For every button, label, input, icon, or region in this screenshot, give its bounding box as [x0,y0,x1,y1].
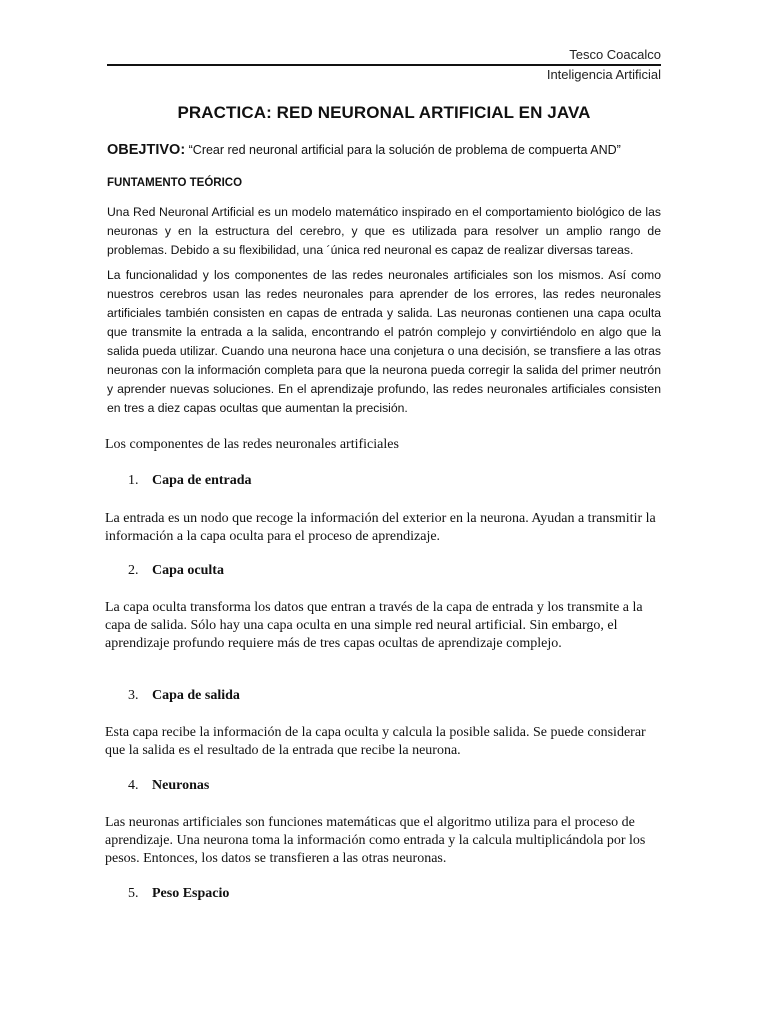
component-text-hidden-layer: La capa oculta transforma los datos que entran a través de la capa de entrada y los transmite a la capa de salida. Sólo hay una capa oculta en una simple red neural artificial. Sin embargo, el aprendizaje profundo requiere más de tres capas ocultas de aprendizaje complejo. [105,600,643,651]
header-subject-name: Inteligencia Artificial [546,67,661,82]
list-number: 5. [128,886,139,901]
list-number: 1. [128,473,139,488]
objective-label: OBEJTIVO: [107,142,186,158]
component-title: Neuronas [152,778,210,793]
header-divider [107,64,661,66]
component-title: Capa de salida [152,688,240,703]
paragraph-functionality: La funcionalidad y los componentes de las redes neuronales artificiales son los mismos. Así como nuestros cerebros usan las redes neuronales para aprender de los errores, las redes neuronales artificiales también consisten en capas de entrada y salida. Las neuronas contienen una capa oculta que transmite la entrada a la salida, encontrando el patrón complejo y convirtiéndolo en algo que la salida pueda utilizar. Cuando una neurona hace una conjetura o una decisión, se transfiere a las otras neuronas con la información completa para que la neurona pueda corregir la salida del primer neutrón y aprender nuevas soluciones. En el aprendizaje profundo, las redes neuronales artificiales consisten en tres a diez capas ocultas que aumentan la precisión. [107,268,661,415]
objective-text: “Crear red neuronal artificial para la solución de problema de compuerta AND” [185,143,621,157]
header-school-name: Tesco Coacalco [569,47,661,62]
component-heading-output-layer [128,688,240,704]
component-title: Capa de entrada [152,473,252,488]
component-heading-neurons [128,778,209,794]
objective-line [107,142,621,158]
component-text-input-layer: La entrada es un nodo que recoge la información del exterior en la neurona. Ayudan a transmitir la información a la capa oculta para el proceso de aprendizaje. [105,511,656,544]
paragraph-definition: Una Red Neuronal Artificial es un modelo matemático inspirado en el comportamiento biológico de las neuronas y en la estructura del cerebro, y que es utilizada para resolver un amplio rango de problemas. Debido a su flexibilidad, una ´única red neuronal es capaz de realizar diversas tareas. [107,205,661,257]
component-title: Capa oculta [152,563,224,578]
component-heading-input-layer [128,473,252,489]
section-heading-theory: FUNTAMENTO TEÓRICO [107,177,243,189]
list-number: 3. [128,688,139,703]
component-heading-weight-space [128,886,229,902]
list-number: 4. [128,778,139,793]
component-text-neurons: Las neuronas artificiales son funciones matemáticas que el algoritmo utiliza para el proceso de aprendizaje. Una neurona toma la información como entrada y la calcula multiplicándola por los pesos. Entonces, los datos se transfieren a las otras neuronas. [105,815,646,866]
component-heading-hidden-layer [128,563,224,579]
components-intro: Los componentes de las redes neuronales artificiales [105,437,399,452]
document-title: PRACTICA: RED NEURONAL ARTIFICIAL EN JAVA [177,103,591,122]
component-title: Peso Espacio [152,886,230,901]
list-number: 2. [128,563,139,578]
component-text-output-layer: Esta capa recibe la información de la capa oculta y calcula la posible salida. Se puede considerar que la salida es el resultado de la entrada que recibe la neurona. [105,725,646,758]
